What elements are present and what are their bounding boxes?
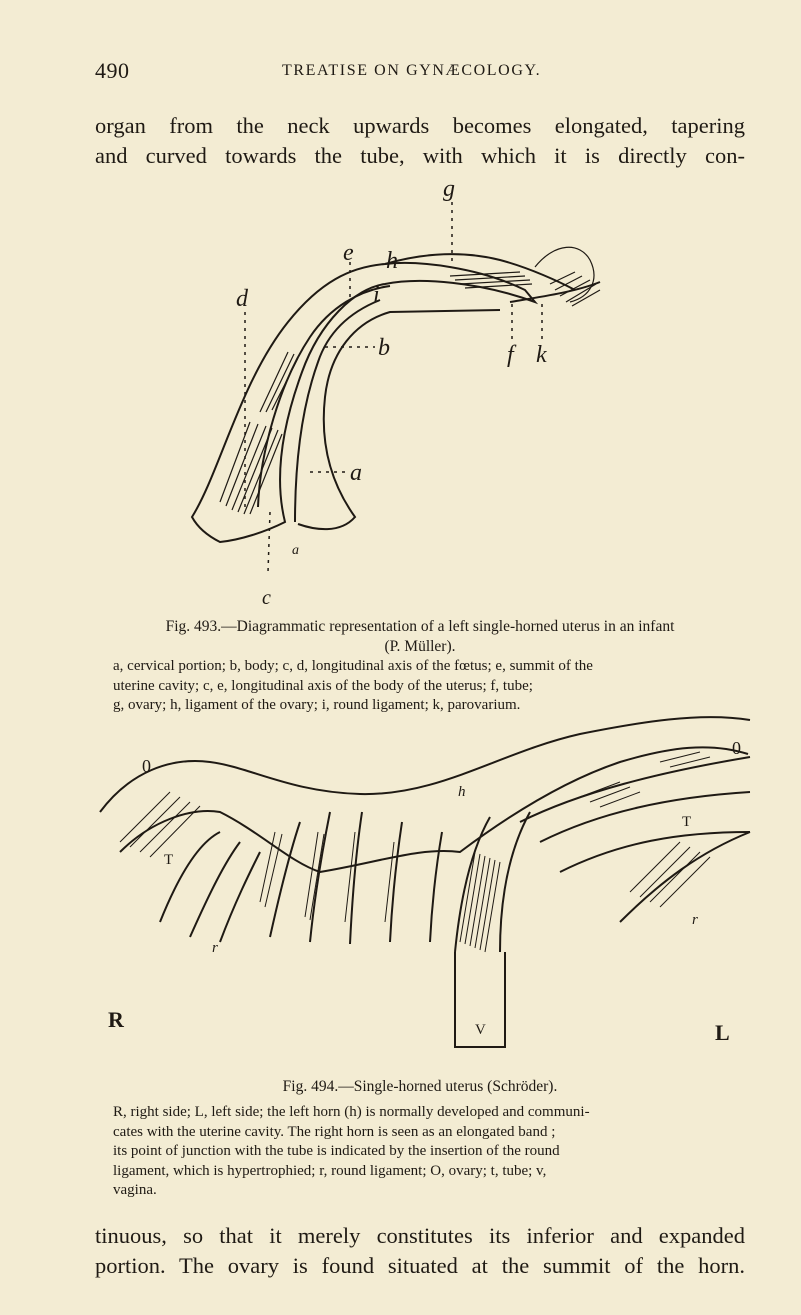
figure-493-caption-source: (P. Müller). — [384, 638, 456, 655]
caption-line: its point of junction with the tube is indicated by the insertion of the round — [113, 1143, 560, 1159]
label-v: V — [475, 1022, 486, 1038]
label-a-upper: a — [350, 460, 362, 486]
running-title: TREATISE ON GYNÆCOLOGY. — [282, 62, 542, 79]
figure-493-illustration — [180, 172, 660, 612]
label-r-right: r — [692, 912, 698, 928]
figure-494-caption-legend — [113, 1103, 745, 1201]
body-paragraph-top — [95, 111, 745, 171]
label-R: R — [108, 1007, 124, 1032]
body-paragraph-bottom — [95, 1221, 745, 1281]
label-f: f — [507, 342, 514, 368]
label-e: e — [343, 240, 354, 266]
label-h: h — [386, 248, 398, 274]
label-g: g — [443, 176, 455, 202]
label-o-left: 0 — [142, 756, 151, 776]
caption-line: vagina. — [113, 1182, 157, 1198]
label-L: L — [715, 1020, 730, 1045]
text-line: organ from the neck upwards becomes elongated, tapering — [95, 113, 745, 138]
caption-line: cates with the uterine cavity. The right horn is seen as an elongated band ; — [113, 1123, 556, 1140]
caption-line: ligament, which is hypertrophied; r, round ligament; O, ovary; t, tube; v, — [113, 1162, 547, 1179]
label-k: k — [536, 342, 547, 368]
caption-line: g, ovary; h, ligament of the ovary; i, round ligament; k, parovarium. — [113, 697, 521, 713]
label-t-left: T — [164, 852, 174, 868]
label-c: c — [262, 587, 271, 609]
label-h: h — [458, 784, 466, 800]
label-i: i — [373, 282, 380, 308]
text-line: portion. The ovary is found situated at the summit of the horn. — [95, 1253, 745, 1278]
text-line: tinuous, so that it merely constitutes its inferior and expanded — [95, 1223, 745, 1248]
caption-line: a, cervical portion; b, body; c, d, longitudinal axis of the fœtus; e, summit of the — [113, 658, 593, 674]
figure-494-illustration — [60, 702, 760, 1062]
label-t-right: T — [682, 814, 692, 830]
label-a-lower: a — [292, 543, 299, 558]
text-line: and curved towards the tube, with which it is directly con- — [95, 143, 745, 168]
caption-line: uterine cavity; c, e, longitudinal axis of the body of the uterus; f, tube; — [113, 677, 533, 694]
page-number: 490 — [95, 58, 130, 83]
label-o-right: 0 — [732, 738, 741, 758]
label-d: d — [236, 286, 248, 312]
caption-line: R, right side; L, left side; the left horn (h) is normally developed and communi- — [113, 1104, 590, 1120]
label-r-left: r — [212, 940, 218, 956]
page-header — [95, 58, 745, 84]
label-b: b — [378, 335, 390, 361]
figure-493-caption-title: Fig. 493.—Diagrammatic representation of a left single-horned uterus in an infant — [165, 618, 675, 635]
figure-494-caption-title: Fig. 494.—Single-horned uterus (Schröder). — [282, 1078, 558, 1095]
